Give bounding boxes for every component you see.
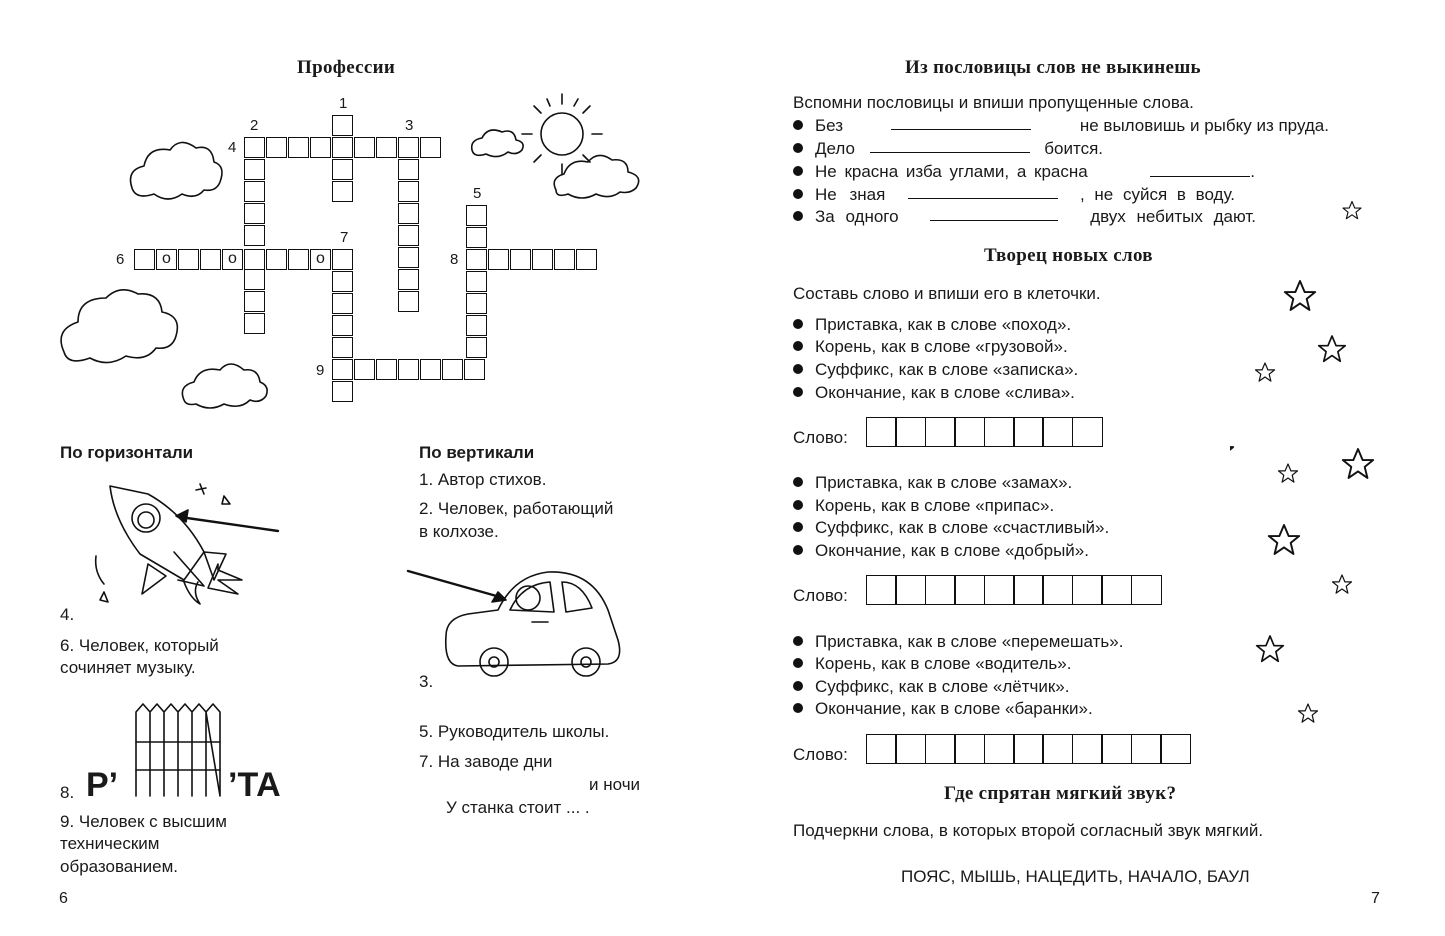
stars-decoration xyxy=(1230,190,1430,730)
crossword-cell[interactable] xyxy=(576,249,597,270)
bullet-icon xyxy=(793,166,803,176)
crossword-cell[interactable] xyxy=(442,359,463,380)
morpheme-hint: Корень, как в слове «припас». xyxy=(815,496,1055,515)
proverb-text: двух небитых дают. xyxy=(1090,207,1256,226)
clue-number: 9 xyxy=(316,362,325,379)
car-illustration xyxy=(446,572,620,676)
crossword-cell[interactable] xyxy=(466,205,487,226)
crossword-cell[interactable] xyxy=(466,227,487,248)
crossword-cell[interactable] xyxy=(332,293,353,314)
clue-v2-line2: в колхозе. xyxy=(419,522,499,541)
word-label: Слово: xyxy=(793,745,848,764)
proverb-3 xyxy=(793,161,1255,183)
morpheme-hint: Окончание, как в слове «добрый». xyxy=(815,541,1089,560)
crossword-cell[interactable] xyxy=(266,137,287,158)
set3-item xyxy=(793,698,1093,720)
clue-h6-line2: сочиняет музыку. xyxy=(60,658,196,677)
crossword-cell[interactable] xyxy=(532,249,553,270)
vertical-heading: По вертикали xyxy=(419,443,535,462)
bullet-icon xyxy=(793,703,803,713)
crossword-letter: о xyxy=(316,250,325,267)
crossword-cell[interactable] xyxy=(398,203,419,224)
morpheme-hint: Корень, как в слове «грузовой». xyxy=(815,337,1068,356)
star-icon xyxy=(1279,464,1298,482)
proverb-4 xyxy=(793,184,1235,206)
crossword-cell[interactable] xyxy=(244,203,265,224)
set2-item xyxy=(793,517,1109,539)
crossword-cell[interactable] xyxy=(178,249,199,270)
crossword-cell[interactable] xyxy=(332,271,353,292)
crossword-cell[interactable] xyxy=(332,181,353,202)
bullet-icon xyxy=(793,681,803,691)
answer-boxes-1[interactable] xyxy=(866,417,1101,447)
crossword-cell[interactable] xyxy=(134,249,155,270)
answer-blank[interactable] xyxy=(908,184,1058,199)
page-number-right: 7 xyxy=(1371,890,1380,907)
rocket-illustration xyxy=(96,484,242,604)
answer-boxes-3[interactable] xyxy=(866,734,1189,764)
proverb-text: Не красна изба углами, а красна xyxy=(815,162,1088,181)
proverb-5 xyxy=(793,206,1256,228)
crossword-cell[interactable] xyxy=(398,359,419,380)
crossword-cell[interactable] xyxy=(398,225,419,246)
clue-number: 6 xyxy=(116,251,125,268)
crossword-cell[interactable] xyxy=(310,137,331,158)
answer-blank[interactable] xyxy=(870,138,1030,153)
bullet-icon xyxy=(793,522,803,532)
bullet-icon xyxy=(793,477,803,487)
clue-h9-line2: техническим xyxy=(60,834,160,853)
clue-v1: 1. Автор стихов. xyxy=(419,470,547,489)
star-icon xyxy=(1343,202,1361,219)
clue-h8-number: 8. xyxy=(60,783,75,802)
crossword-cell[interactable] xyxy=(398,137,419,158)
answer-blank[interactable] xyxy=(930,206,1058,221)
bullet-icon xyxy=(793,364,803,374)
crossword-title: Профессии xyxy=(297,57,396,78)
crossword-cell[interactable] xyxy=(398,159,419,180)
crossword-cell[interactable] xyxy=(244,181,265,202)
clue-number: 7 xyxy=(340,229,349,246)
star-icon xyxy=(1230,436,1233,465)
crossword-cell[interactable] xyxy=(466,315,487,336)
crossword-cell[interactable] xyxy=(244,159,265,180)
set2-item xyxy=(793,495,1054,517)
set1-item xyxy=(793,382,1075,404)
bullet-icon xyxy=(793,387,803,397)
proverb-text: не выловишь и рыбку из пруда. xyxy=(1079,116,1329,135)
crossword-cell[interactable] xyxy=(354,359,375,380)
clue-v5: 5. Руководитель школы. xyxy=(419,722,610,741)
crossword-cell[interactable] xyxy=(466,271,487,292)
crossword-cell[interactable] xyxy=(332,359,353,380)
set3-item xyxy=(793,653,1071,675)
answer-blank[interactable] xyxy=(891,115,1031,130)
crossword-cell[interactable] xyxy=(266,249,287,270)
crossword-cell[interactable] xyxy=(466,293,487,314)
crossword-cell[interactable] xyxy=(332,337,353,358)
clue-number: 3 xyxy=(405,117,414,134)
set3-item xyxy=(793,631,1123,653)
crossword-cell[interactable] xyxy=(244,269,265,290)
clue-h8-rebus-start: Р’ xyxy=(86,766,119,804)
crossword-cell[interactable] xyxy=(376,359,397,380)
bullet-icon xyxy=(793,341,803,351)
bullet-icon xyxy=(793,120,803,130)
clue-h6-line1: 6. Человек, который xyxy=(60,636,219,655)
crossword-cell[interactable] xyxy=(244,137,265,158)
crossword-cell[interactable] xyxy=(332,137,353,158)
morpheme-hint: Окончание, как в слове «баранки». xyxy=(815,699,1093,718)
crossword-cell[interactable] xyxy=(466,249,487,270)
set1-item xyxy=(793,336,1068,358)
word-label: Слово: xyxy=(793,428,848,447)
proverbs-intro: Вспомни пословицы и впиши пропущенные слова. xyxy=(793,93,1194,112)
set2-item xyxy=(793,540,1089,562)
clue-h4: 4. xyxy=(60,605,75,624)
clue-v7-line2: и ночи xyxy=(589,775,641,794)
star-icon xyxy=(1299,704,1318,722)
fence-illustration xyxy=(136,704,220,796)
proverb-1 xyxy=(793,115,1329,137)
bullet-icon xyxy=(793,500,803,510)
answer-blank[interactable] xyxy=(1150,162,1250,177)
crossword-cell[interactable] xyxy=(554,249,575,270)
crossword-cell[interactable] xyxy=(244,225,265,246)
crossword-cell[interactable] xyxy=(398,269,419,290)
star-icon xyxy=(1256,363,1275,381)
star-icon xyxy=(1333,575,1352,593)
morpheme-hint: Суффикс, как в слове «лётчик». xyxy=(815,677,1070,696)
bullet-icon xyxy=(793,211,803,221)
proverb-text: За одного xyxy=(815,207,899,226)
clue-number: 8 xyxy=(450,251,459,268)
clue-v7-line3: У станка стоит ... . xyxy=(446,798,590,817)
soft-sound-words[interactable]: ПОЯС, МЫШЬ, НАЦЕДИТЬ, НАЧАЛО, БАУЛ xyxy=(901,867,1250,886)
bullet-icon xyxy=(793,319,803,329)
crossword-cell[interactable] xyxy=(420,137,441,158)
proverb-2 xyxy=(793,138,1103,160)
crossword-cell[interactable] xyxy=(464,359,485,380)
crossword-cell[interactable] xyxy=(510,249,531,270)
word-builder-title: Творец новых слов xyxy=(984,245,1153,266)
set3-item xyxy=(793,676,1069,698)
morpheme-hint: Приставка, как в слове «замах». xyxy=(815,473,1073,492)
morpheme-hint: Суффикс, как в слове «записка». xyxy=(815,360,1079,379)
set1-item xyxy=(793,359,1078,381)
crossword-cell[interactable] xyxy=(398,247,419,268)
star-icon xyxy=(1319,336,1346,361)
clue-number: 4 xyxy=(228,139,237,156)
clue-v3: 3. xyxy=(419,672,434,691)
crossword-cell[interactable] xyxy=(332,159,353,180)
crossword-cell[interactable] xyxy=(332,381,353,402)
crossword-cell[interactable] xyxy=(398,181,419,202)
crossword-cell[interactable] xyxy=(244,249,265,270)
proverbs-title: Из пословицы слов не выкинешь xyxy=(905,57,1201,78)
set1-item xyxy=(793,314,1071,336)
crossword-letter: о xyxy=(228,250,237,267)
clue-number: 1 xyxy=(339,95,348,112)
morpheme-hint: Корень, как в слове «водитель». xyxy=(815,654,1072,673)
morpheme-hint: Приставка, как в слове «перемешать». xyxy=(815,632,1124,651)
bullet-icon xyxy=(793,636,803,646)
crossword-cell[interactable] xyxy=(332,249,353,270)
crossword-cell[interactable] xyxy=(354,137,375,158)
bullet-icon xyxy=(793,545,803,555)
star-icon xyxy=(1343,449,1373,478)
crossword-letter: о xyxy=(162,250,171,267)
morpheme-hint: Суффикс, как в слове «счастливый». xyxy=(815,518,1110,537)
word-label: Слово: xyxy=(793,586,848,605)
clue-h8-rebus-end: ’ТА xyxy=(228,766,281,804)
crossword-cell[interactable] xyxy=(288,137,309,158)
crossword-cell[interactable] xyxy=(222,249,243,270)
proverb-text: , не суйся в воду. xyxy=(1079,185,1235,204)
clue-h9-line3: образованием. xyxy=(60,857,179,876)
star-icon xyxy=(1257,636,1284,661)
bullet-icon xyxy=(793,143,803,153)
proverb-text: Не зная xyxy=(815,185,886,204)
morpheme-hint: Окончание, как в слове «слива». xyxy=(815,383,1075,402)
soft-sound-title: Где спрятан мягкий звук? xyxy=(944,783,1177,804)
answer-boxes-2[interactable] xyxy=(866,575,1160,605)
morpheme-hint: Приставка, как в слове «поход». xyxy=(815,315,1072,334)
crossword-grid xyxy=(0,0,720,420)
crossword-cell[interactable] xyxy=(244,291,265,312)
page-number-left: 6 xyxy=(59,890,68,907)
crossword-cell[interactable] xyxy=(466,337,487,358)
crossword-cell[interactable] xyxy=(156,249,177,270)
star-icon xyxy=(1285,281,1315,310)
word-builder-intro: Составь слово и впиши его в клеточки. xyxy=(793,284,1101,303)
clue-v7-line1: 7. На заводе дни xyxy=(419,752,553,771)
proverb-text: Без xyxy=(815,116,844,135)
proverb-text: . xyxy=(1250,162,1255,181)
star-icon xyxy=(1269,525,1299,554)
bullet-icon xyxy=(793,658,803,668)
clue-number: 2 xyxy=(250,117,259,134)
crossword-cell[interactable] xyxy=(332,115,353,136)
bullet-icon xyxy=(793,189,803,199)
crossword-cell[interactable] xyxy=(420,359,441,380)
crossword-cell[interactable] xyxy=(398,291,419,312)
clue-v2-line1: 2. Человек, работающий xyxy=(419,499,614,518)
crossword-cell[interactable] xyxy=(376,137,397,158)
set2-item xyxy=(793,472,1072,494)
horizontal-heading: По горизонтали xyxy=(60,443,194,462)
proverb-text: Дело xyxy=(815,139,855,158)
clue-number: 5 xyxy=(473,185,482,202)
crossword-cell[interactable] xyxy=(310,249,331,270)
clue-h9-line1: 9. Человек с высшим xyxy=(60,812,227,831)
proverb-text: боится. xyxy=(1044,139,1103,158)
crossword-cell[interactable] xyxy=(488,249,509,270)
soft-sound-intro: Подчеркни слова, в которых второй согласный звук мягкий. xyxy=(793,821,1264,840)
crossword-cell[interactable] xyxy=(244,313,265,334)
crossword-cell[interactable] xyxy=(200,249,221,270)
crossword-cell[interactable] xyxy=(332,315,353,336)
crossword-cell[interactable] xyxy=(288,249,309,270)
